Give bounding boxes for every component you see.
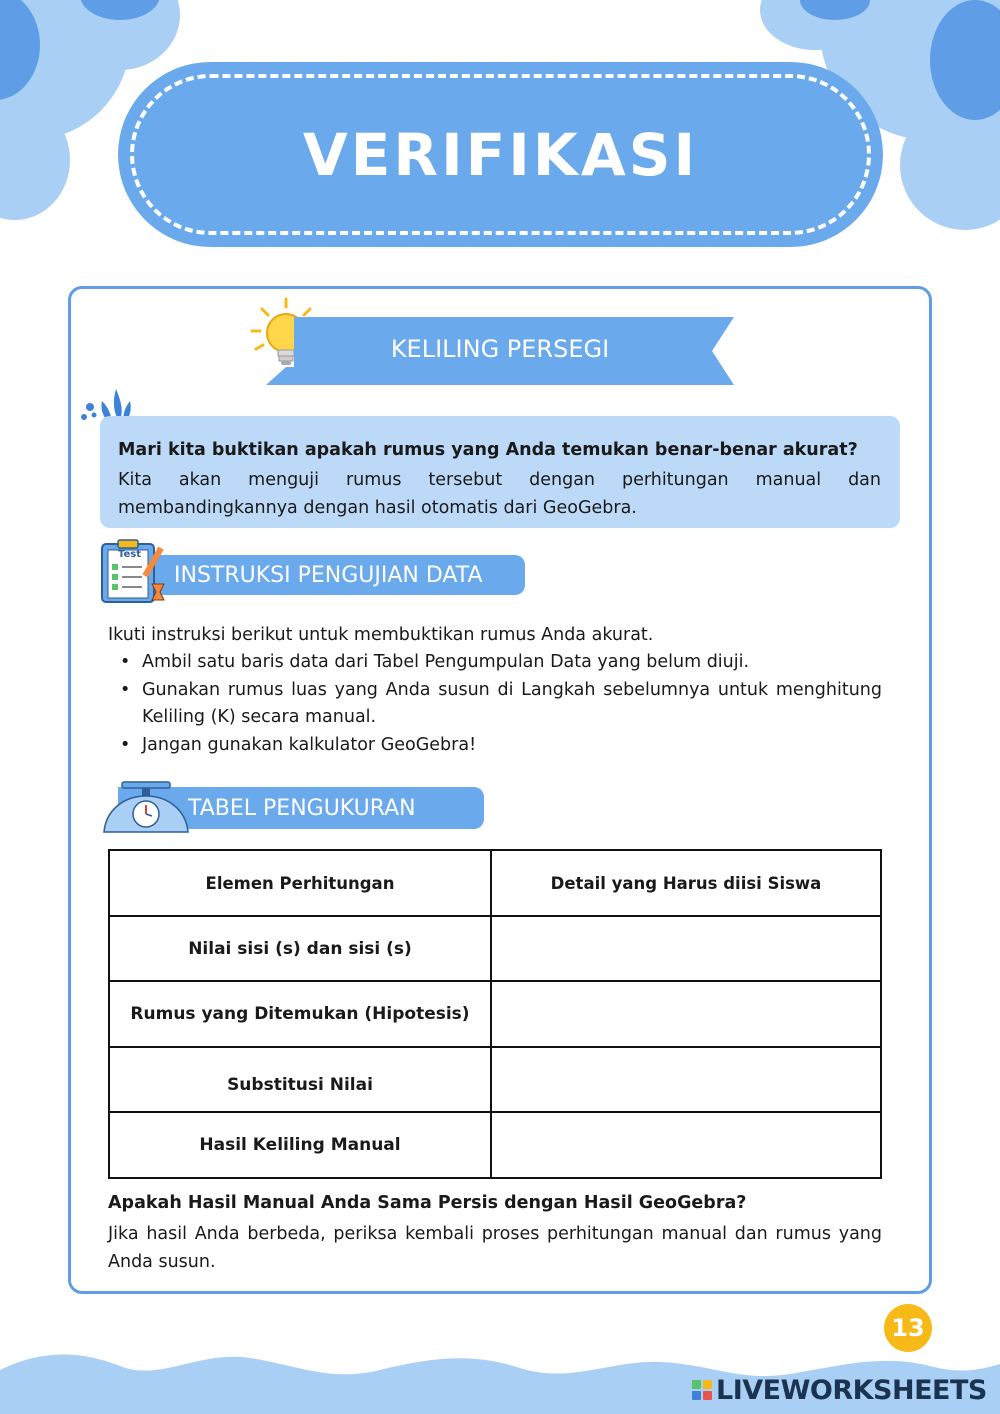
- table-header-cell: Elemen Perhitungan: [109, 850, 491, 916]
- table-row-label: Rumus yang Ditemukan (Hipotesis): [109, 981, 491, 1047]
- page-title: VERIFIKASI: [302, 120, 699, 189]
- answer-cell[interactable]: [491, 1112, 881, 1178]
- table-row-label: Hasil Keliling Manual: [109, 1112, 491, 1178]
- brand-logo[interactable]: [692, 1372, 987, 1408]
- page-number: 13: [884, 1304, 932, 1352]
- scale-icon: [100, 780, 192, 834]
- table-row: [109, 1112, 881, 1178]
- table-row-label: Nilai sisi (s) dan sisi (s): [109, 916, 491, 981]
- instructions-intro: Ikuti instruksi berikut untuk membuktikan rumus Anda akurat.: [108, 625, 654, 645]
- answer-cell[interactable]: [491, 916, 881, 981]
- verification-text: Jika hasil Anda berbeda, periksa kembali proses perhitungan manual dan rumus yang Anda susun.: [108, 1224, 882, 1272]
- instructions-heading-label: INSTRUKSI PENGUJIAN DATA: [174, 562, 483, 588]
- answer-cell[interactable]: [491, 1047, 881, 1112]
- list-item: • Ambil satu baris data dari Tabel Pengumpulan Data yang belum diuji.: [108, 649, 882, 677]
- table-row: [109, 916, 881, 981]
- measurement-table: [108, 849, 882, 1179]
- section-title-keliling: KELILING PERSEGI: [390, 335, 610, 363]
- table-heading-label: TABEL PENGUKURAN: [188, 795, 416, 821]
- table-header-cell: Detail yang Harus diisi Siswa: [491, 850, 881, 916]
- instructions-list: [108, 649, 882, 759]
- table-row-label: Substitusi Nilai: [109, 1047, 491, 1112]
- instructions-heading: [120, 555, 525, 595]
- answer-cell[interactable]: [491, 981, 881, 1047]
- verification-question: Apakah Hasil Manual Anda Sama Persis dengan Hasil GeoGebra?: [108, 1193, 747, 1213]
- brand-name: LIVEWORKSHEETS: [716, 1374, 987, 1406]
- table-row: [109, 981, 881, 1047]
- brand-grid-icon: [692, 1380, 712, 1400]
- table-row: [109, 1047, 881, 1112]
- table-header-row: [109, 850, 881, 916]
- test-label: Test: [118, 549, 142, 560]
- list-item: • Gunakan rumus luas yang Anda susun di Langkah sebelumnya untuk menghitung Keliling (K) secara manual.: [108, 677, 882, 732]
- list-item: • Jangan gunakan kalkulator GeoGebra!: [108, 732, 882, 760]
- intro-question: Mari kita buktikan apakah rumus yang Anda temukan benar-benar akurat?: [118, 440, 858, 460]
- test-clipboard-icon: [98, 536, 170, 604]
- intro-text: Kita akan menguji rumus tersebut dengan perhitungan manual dan membandingkannya dengan hasil otomatis dari GeoGebra.: [118, 470, 881, 518]
